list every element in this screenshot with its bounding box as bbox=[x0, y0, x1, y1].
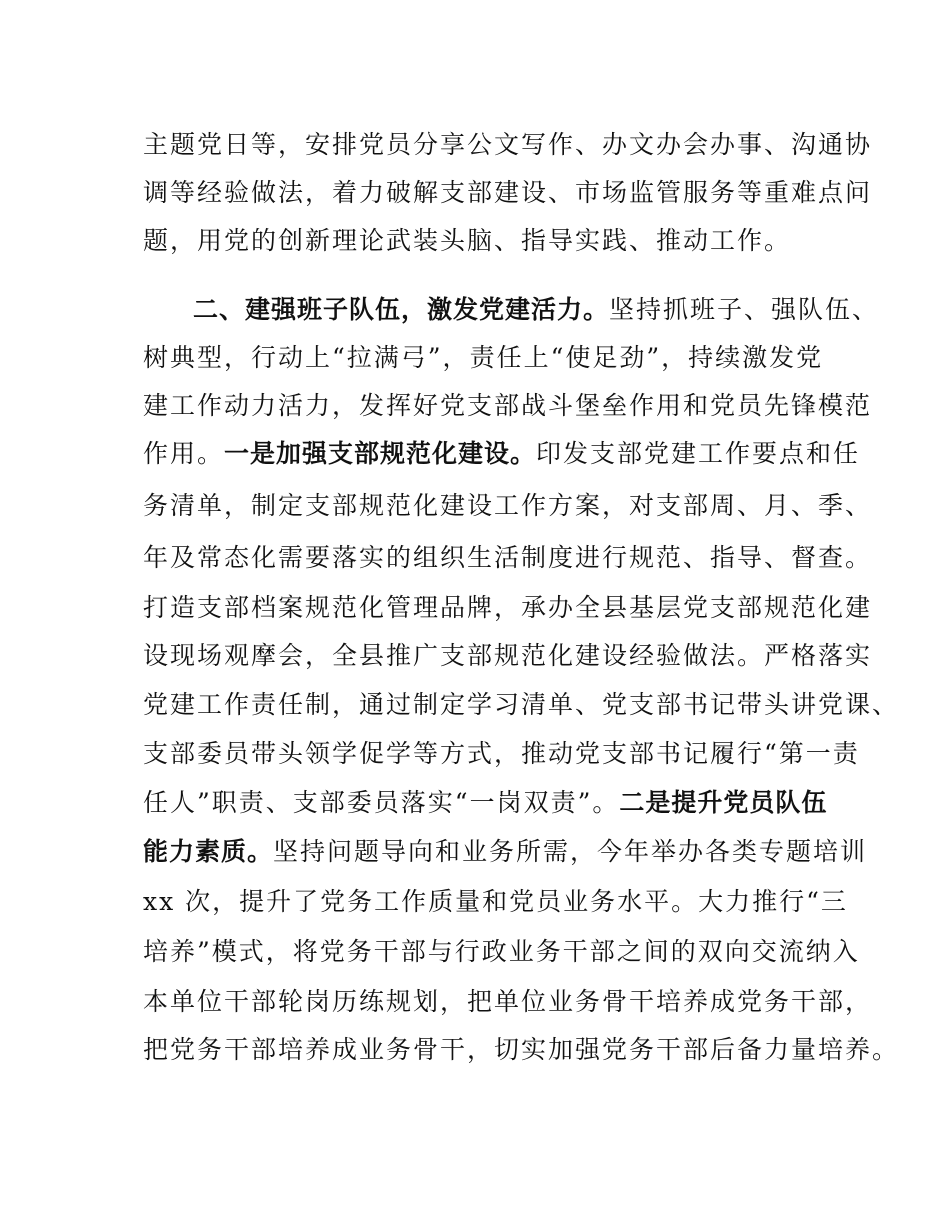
text-span: 作用。 bbox=[143, 439, 225, 468]
text-span: 印发支部党建工作要点和任 bbox=[536, 439, 861, 468]
subheading: 二是提升党员队伍 bbox=[619, 788, 828, 817]
text-line: 务清单，制定支部规范化建设工作方案，对支部周、月、季、 bbox=[143, 491, 873, 520]
text-line: 打造支部档案规范化管理品牌，承办全县基层党支部规范化建 bbox=[143, 593, 873, 622]
text-line: 本单位干部轮岗历练规划，把单位业务骨干培养成党务干部， bbox=[143, 987, 873, 1016]
text-line: 建工作动力活力，发挥好党支部战斗堡垒作用和党员先锋模范 bbox=[143, 391, 873, 420]
section-heading: 二、建强班子队伍，激发党建活力。 bbox=[193, 295, 610, 324]
text-line bbox=[193, 290, 879, 330]
text-line bbox=[143, 832, 867, 872]
text-line: 年及常态化需要落实的组织生活制度进行规范、指导、督查。 bbox=[143, 543, 873, 572]
text-line: 支部委员带头领学促学等方式，推动党支部书记履行“第一责 bbox=[143, 739, 860, 768]
text-line: 党建工作责任制，通过制定学习清单、党支部书记带头讲党课、 bbox=[143, 690, 900, 719]
text-line bbox=[143, 434, 860, 474]
text-line: xx 次，提升了党务工作质量和党员业务水平。大力推行“三 bbox=[143, 887, 848, 916]
text-line: 设现场观摩会，全县推广支部规范化建设经验做法。严格落实 bbox=[143, 641, 873, 670]
text-line: 题，用党的创新理论武装头脑、指导实践、推动工作。 bbox=[143, 226, 792, 255]
text-line: 主题党日等，安排党员分享公文写作、办文办会办事、沟通协 bbox=[143, 130, 873, 159]
text-span: 坚持抓班子、强队伍、 bbox=[609, 295, 880, 324]
subheading: 能力素质。 bbox=[143, 837, 274, 866]
text-span: 坚持问题导向和业务所需，今年举办各类专题培训 bbox=[273, 837, 868, 866]
text-line: 树典型，行动上“拉满弓”，责任上“使足劲”，持续激发党 bbox=[143, 343, 824, 372]
text-span: 任人”职责、支部委员落实“一岗双责”。 bbox=[143, 788, 620, 817]
text-line: 调等经验做法，着力破解支部建设、市场监管服务等重难点问 bbox=[143, 178, 873, 207]
text-line: 培养”模式，将党务干部与行政业务干部之间的双向交流纳入 bbox=[143, 937, 860, 966]
subheading: 一是加强支部规范化建设。 bbox=[224, 439, 537, 468]
text-line: 把党务干部培养成业务骨干，切实加强党务干部后备力量培养。 bbox=[143, 1035, 900, 1064]
text-line bbox=[143, 783, 827, 823]
